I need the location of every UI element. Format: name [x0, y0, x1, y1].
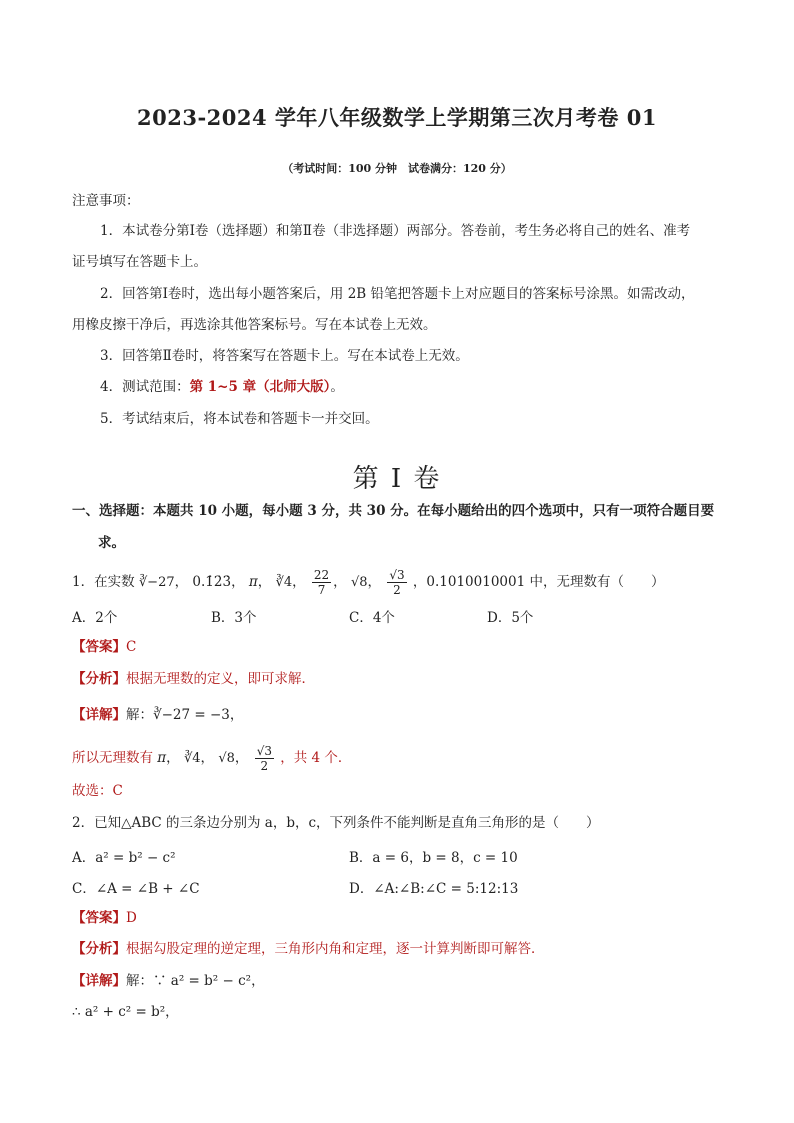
q1-cbrt-neg27: ∛−27	[138, 575, 175, 590]
notice-item-5: 5．考试结束后，将本试卷和答题卡一并交回。	[100, 411, 379, 427]
notice-item-1a: 1．本试卷分第Ⅰ卷（选择题）和第Ⅱ卷（非选择题）两部分。答卷前，考生务必将自己的姓名、准考	[100, 223, 691, 239]
q2-option-b: B．a = 6，b = 8，c = 10	[349, 850, 518, 866]
analysis-text: 根据勾股定理的逆定理，三角形内角和定理，逐一计算判断即可解答．	[126, 941, 545, 957]
notice-item-4-prefix: 4．测试范围：	[100, 379, 190, 395]
sep: ，	[166, 750, 180, 766]
notice-item-4	[100, 378, 344, 396]
q1-fraction-22-7	[312, 568, 331, 597]
choice-label: 故选：	[72, 783, 113, 799]
section-title: 第 I 卷	[352, 464, 442, 494]
q1-option-d: D．5个	[487, 610, 534, 626]
sep: ，	[333, 574, 347, 590]
q2-option-d: D．∠A:∠B:∠C = 5:12:13	[349, 881, 519, 897]
cbrt4: ∛4	[183, 751, 201, 766]
q1-analysis	[72, 670, 315, 688]
test-range: 第 1~5 章（北师大版）	[189, 379, 331, 395]
q2-answer	[72, 909, 137, 927]
conclusion-suffix: ，共 4 个．	[280, 750, 352, 766]
denominator: 7	[317, 583, 326, 597]
q1-repeating-decimal: 0.1̇2̇3̇	[192, 574, 232, 590]
sep: ，	[234, 750, 249, 766]
numerator: 22	[313, 568, 330, 582]
q1-answer	[72, 638, 136, 656]
answer-value: D	[126, 910, 137, 926]
sep: ，	[292, 574, 306, 590]
q1-prefix: 1．在实数	[72, 574, 135, 590]
q1-option-c: C．4个	[349, 610, 395, 626]
q1-detail	[72, 706, 243, 724]
q1-conclusion	[72, 744, 351, 773]
sqrt8: √8	[218, 751, 235, 766]
detail-label: 【详解】	[72, 707, 126, 723]
q2-option-c: C．∠A = ∠B + ∠C	[72, 881, 200, 897]
detail-text: 解：∵ a² = b² − c²，	[126, 973, 265, 989]
fraction-sqrt3-2	[255, 744, 274, 773]
exam-info: （考试时间：100 分钟 试卷满分：120 分）	[282, 162, 512, 175]
part1-intro-a: 一、选择题：本题共 10 小题，每小题 3 分，共 30 分。在每小题给出的四个选项中，只有一项符合题目要	[72, 503, 715, 519]
denominator: 2	[260, 759, 269, 773]
q1-cbrt4: ∛4	[275, 575, 293, 590]
page-title: 2023-2024 学年八年级数学上学期第三次月考卷 01	[137, 105, 657, 130]
notice-item-2a: 2．回答第Ⅰ卷时，选出每小题答案后，用 2B 铅笔把答题卡上对应题目的答案标号涂黑。如需改动，	[100, 286, 695, 302]
notice-heading: 注意事项：	[72, 193, 140, 209]
q2-step: ∴ a² + c² = b²，	[72, 1004, 179, 1020]
sep: ，	[200, 750, 215, 766]
analysis-text: 根据无理数的定义，即可求解．	[126, 671, 315, 687]
detail-text: 解：∛−27 = −3，	[126, 707, 244, 723]
sep: ，	[257, 574, 272, 590]
pi-symbol: π	[157, 750, 167, 766]
notice-item-4-suffix: 。	[330, 379, 344, 395]
answer-label: 【答案】	[72, 639, 126, 655]
detail-label: 【详解】	[72, 973, 126, 989]
q2-stem: 2．已知△ABC 的三条边分别为 a，b，c，下列条件不能判断是直角三角形的是（ ）	[72, 815, 600, 831]
numerator: √3	[389, 568, 405, 582]
q1-sqrt8: √8	[350, 575, 368, 590]
q2-option-a: A．a² = b² − c²	[72, 850, 176, 866]
conclusion-prefix: 所以无理数有	[72, 750, 153, 766]
q1-pi: π	[248, 574, 258, 590]
q1-choice	[72, 782, 123, 800]
sep: ，	[231, 574, 245, 590]
q1-stem	[72, 568, 664, 597]
part1-intro-b: 求。	[98, 535, 125, 551]
notice-item-2b: 用橡皮擦干净后，再选涂其他答案标号。写在本试卷上无效。	[72, 317, 437, 333]
q1-option-a: A．2个	[72, 610, 118, 626]
q1-tail: ，0.1010010001 中，无理数有（ ）	[412, 574, 665, 590]
analysis-label: 【分析】	[72, 941, 126, 957]
sep: ，	[367, 574, 382, 590]
numerator: √3	[256, 744, 272, 758]
denominator: 2	[393, 583, 401, 597]
choice-value: C	[112, 783, 123, 799]
notice-item-1b: 证号填写在答题卡上。	[72, 254, 207, 270]
q1-fraction-sqrt3-2	[387, 568, 406, 597]
answer-value: C	[126, 639, 137, 655]
notice-item-3: 3．回答第Ⅱ卷时，将答案写在答题卡上。写在本试卷上无效。	[100, 348, 469, 364]
q1-option-b: B．3个	[211, 610, 257, 626]
answer-label: 【答案】	[72, 910, 126, 926]
q2-analysis	[72, 940, 545, 958]
sep: ，	[174, 574, 189, 590]
q2-detail	[72, 972, 265, 990]
analysis-label: 【分析】	[72, 671, 126, 687]
